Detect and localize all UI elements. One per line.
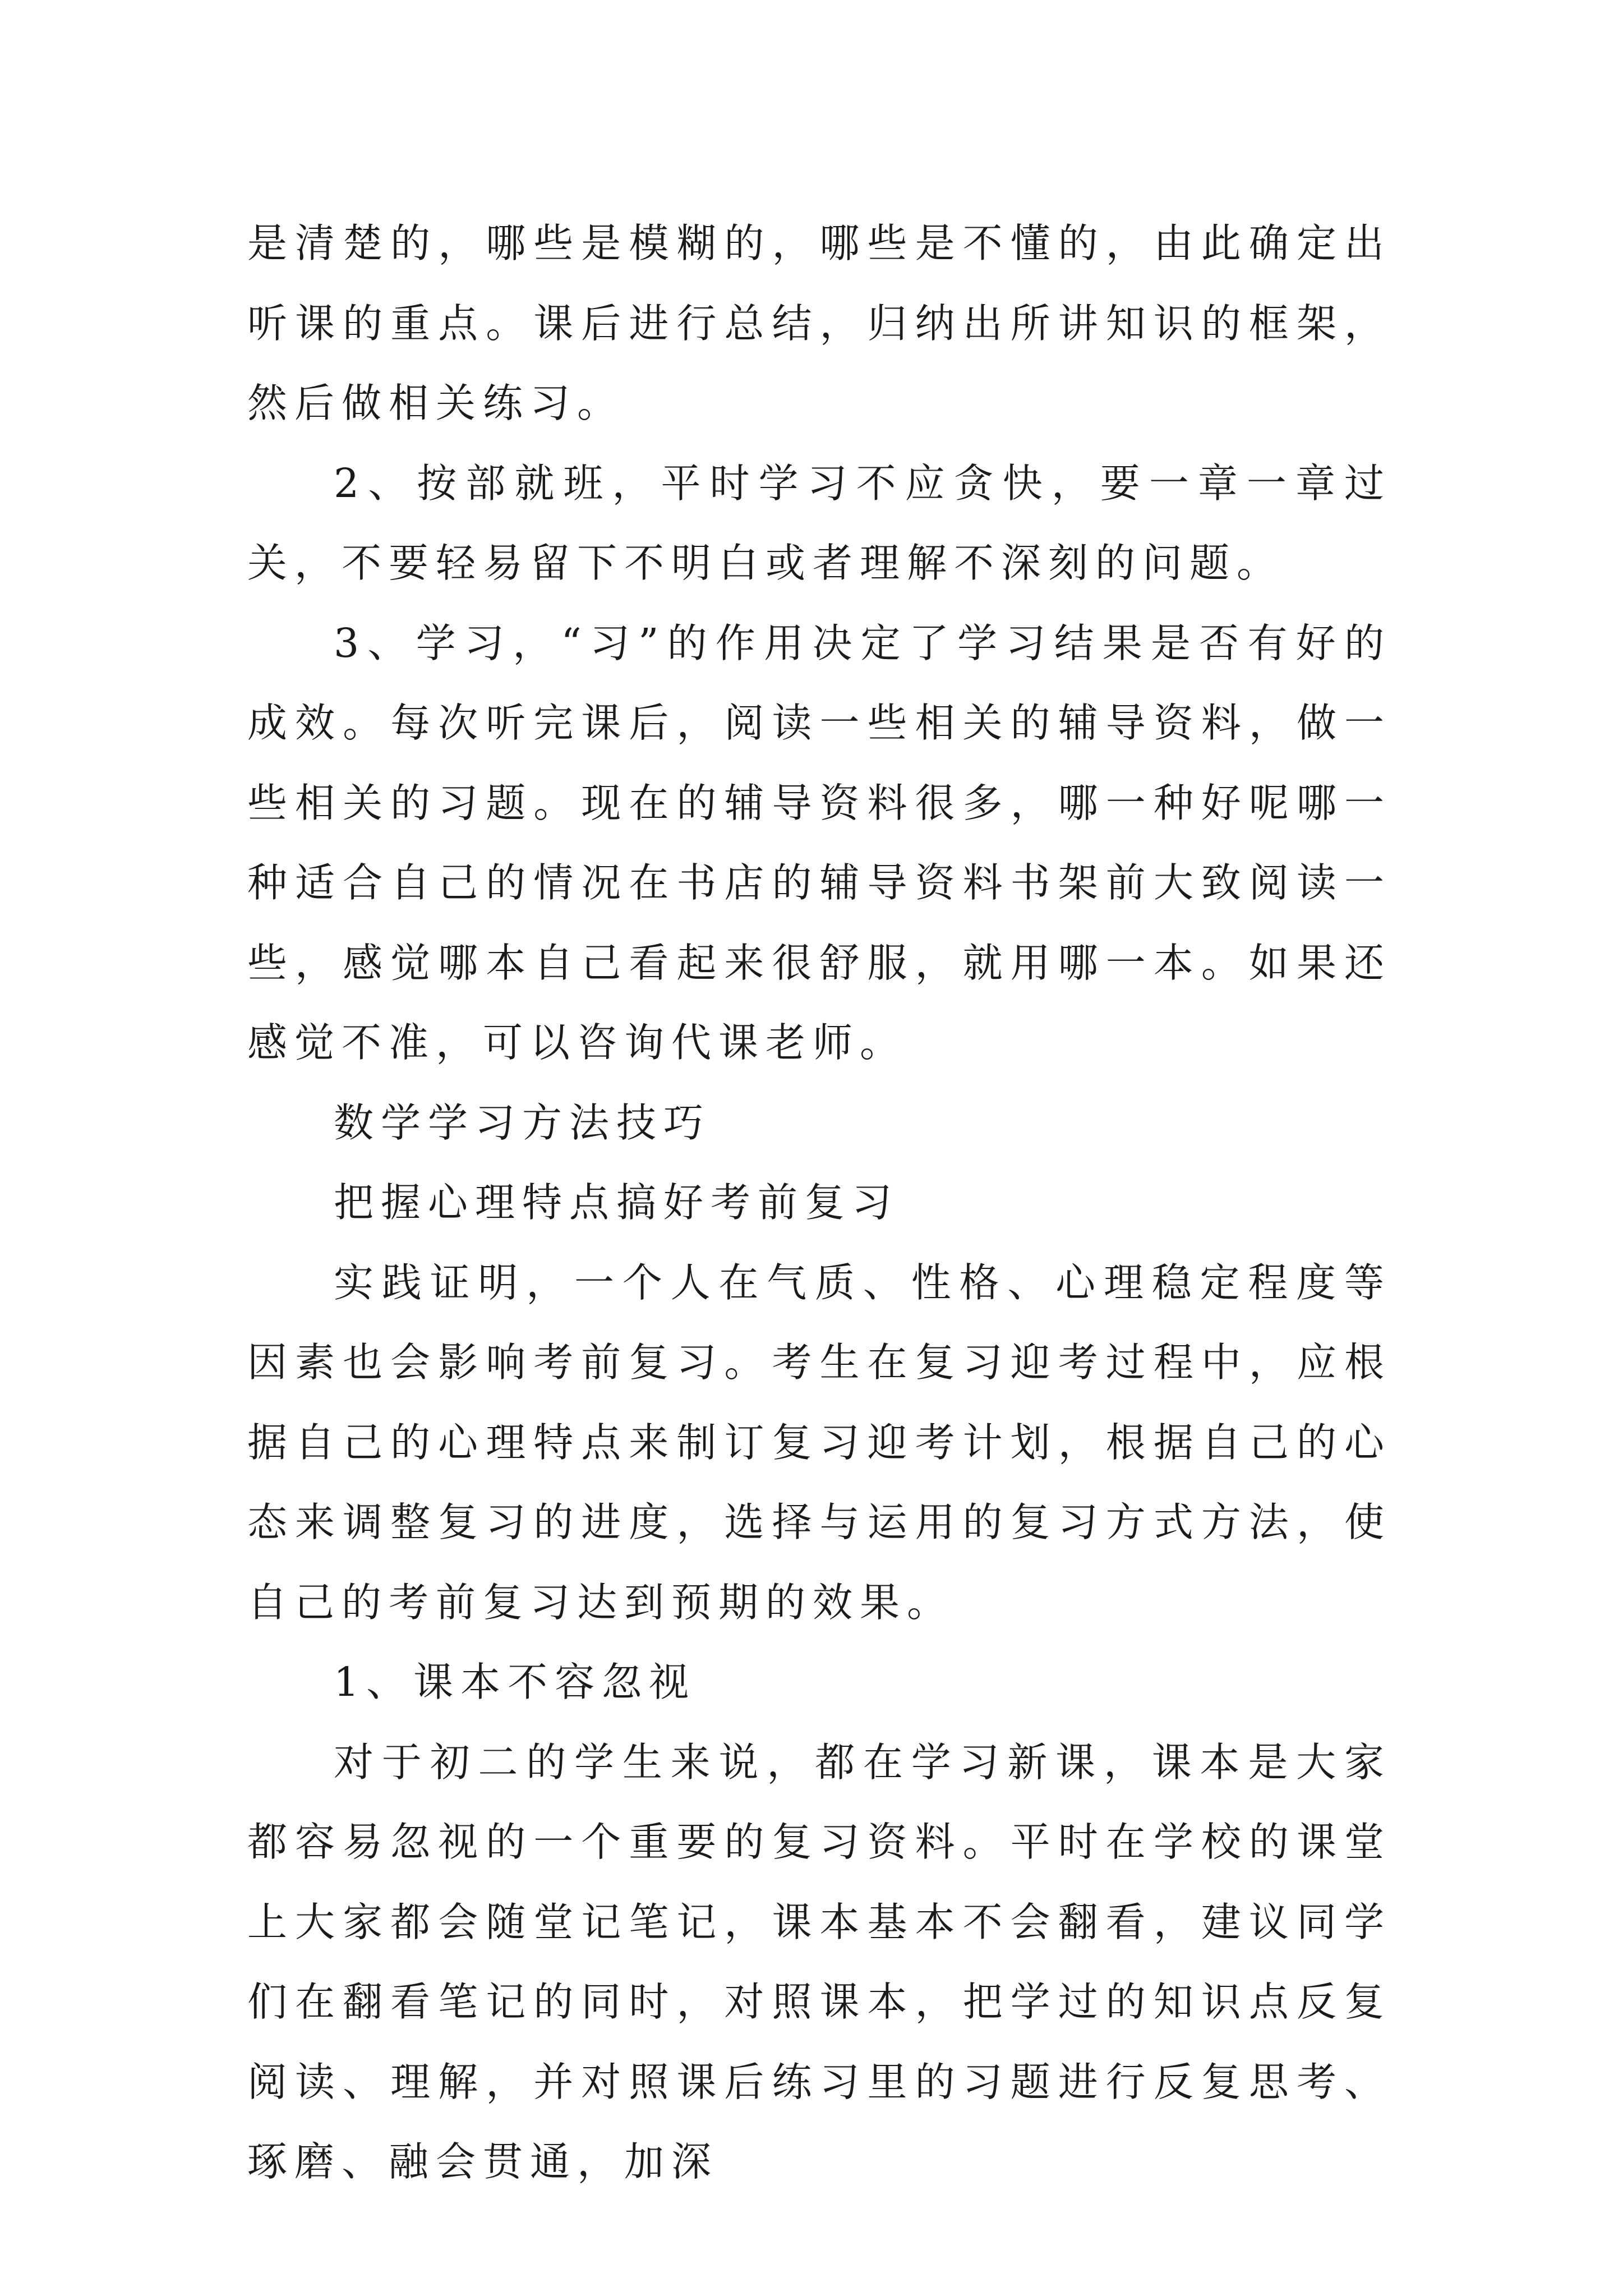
paragraph-3: 3、学习，“习”的作用决定了学习结果是否有好的成效。每次听完课后，阅读一些相关的辅导资料，做一些相关的习题。现在的辅导资料很多，哪一种好呢哪一种适合自己的情况在书店的辅导资料书架前大致阅读一些，感觉哪本自己看起来很舒服，就用哪一本。如果还感觉不准，可以咨询代课老师。 — [247, 619, 1391, 1066]
section-heading-math-methods: 数学学习方法技巧 — [334, 1099, 711, 1146]
paragraph-4: 实践证明，一个人在气质、性格、心理稳定程度等因素也会影响考前复习。考生在复习迎考过程中，应根据自己的心理特点来制订复习迎考计划，根据自己的心态来调整复习的进度，选择与运用的复习方式方法，使自己的考前复习达到预期的效果。 — [247, 1259, 1391, 1626]
subheading-psychology-review: 把握心理特点搞好考前复习 — [334, 1179, 900, 1226]
paragraph-5: 对于初二的学生来说，都在学习新课，课本是大家都容易忽视的一个重要的复习资料。平时在学校的课堂上大家都会随堂记笔记，课本基本不会翻看，建议同学们在翻看笔记的同时，对照课本，把学过的知识点反复阅读、理解，并对照课后练习里的习题进行反复思考、琢磨、融会贯通，加深 — [247, 1738, 1391, 2185]
list-heading-textbook: 1、课本不容忽视 — [334, 1659, 697, 1705]
paragraph-2: 2、按部就班，平时学习不应贪快，要一章一章过关，不要轻易留下不明白或者理解不深刻的问题。 — [247, 459, 1391, 586]
paragraph-1: 是清楚的，哪些是模糊的，哪些是不懂的，由此确定出听课的重点。课后进行总结，归纳出所讲知识的框架，然后做相关练习。 — [247, 220, 1391, 426]
document-body — [247, 204, 1391, 2202]
